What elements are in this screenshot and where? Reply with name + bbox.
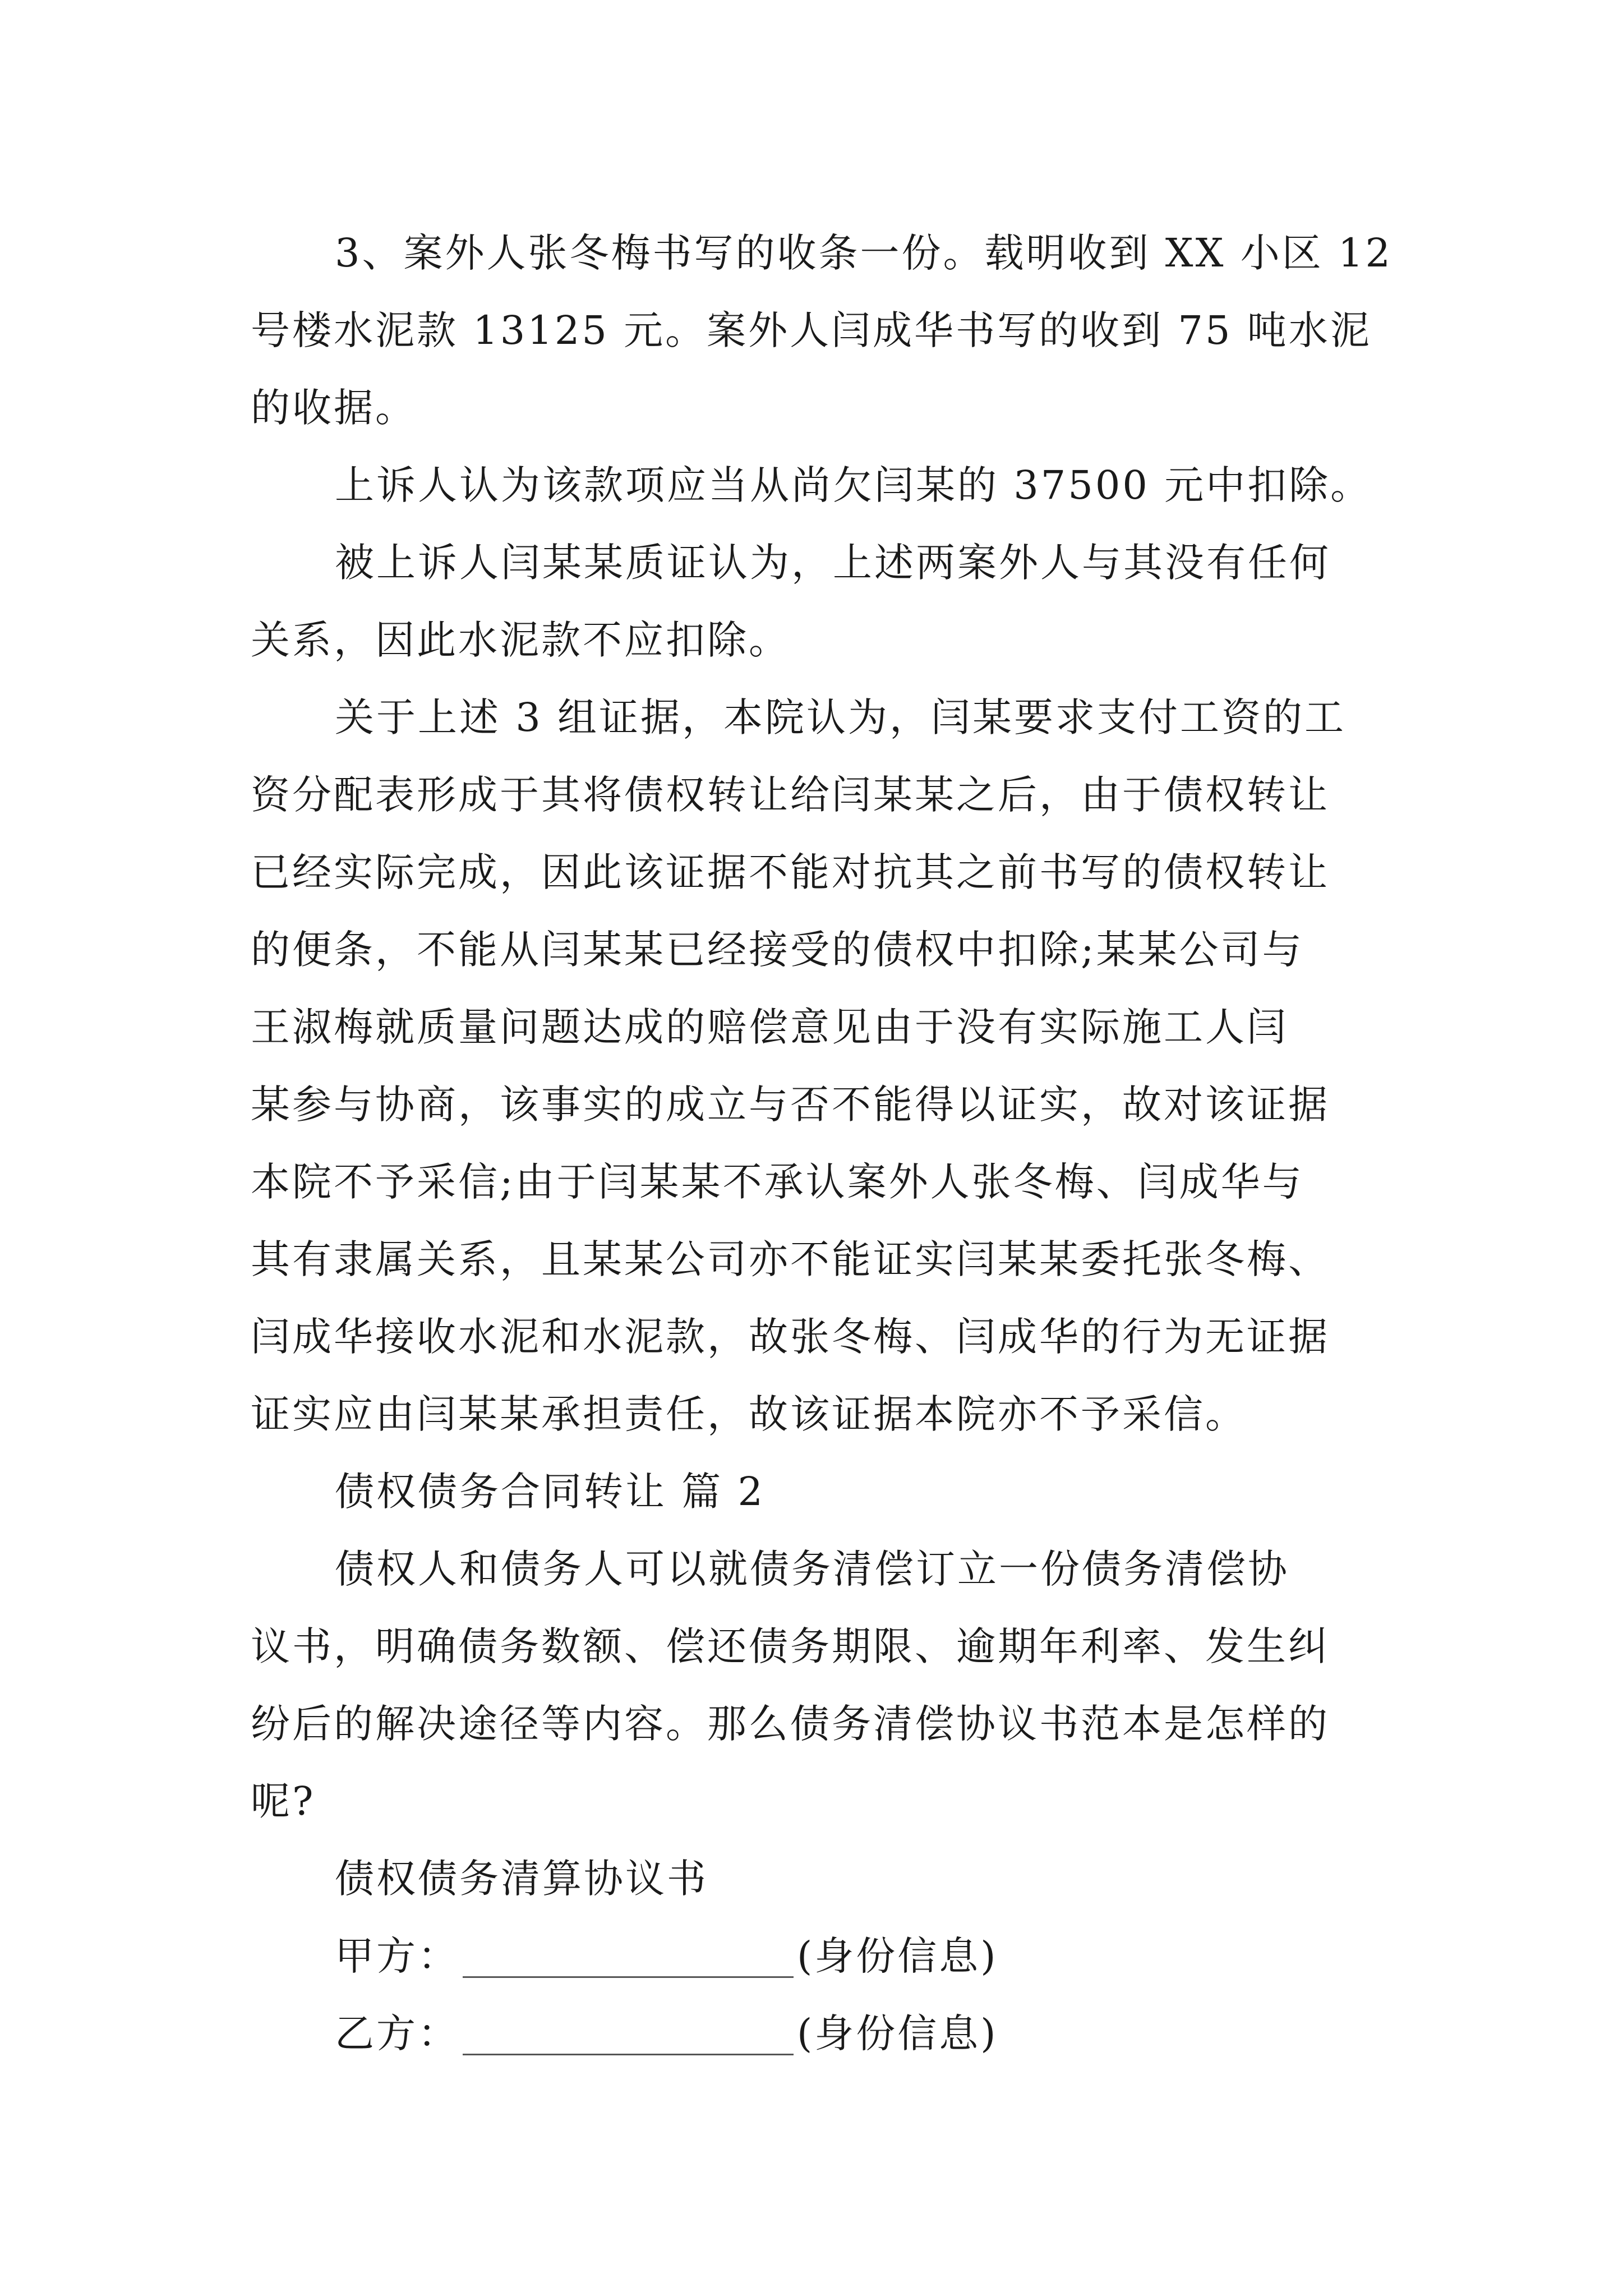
paragraph-line: 纷后的解决途径等内容。那么债务清偿协议书范本是怎样的 xyxy=(251,1701,1330,1747)
paragraph-line: 上诉人认为该款项应当从尚欠闫某的 37500 元中扣除。 xyxy=(335,462,1372,508)
party-a-blank xyxy=(463,1939,794,1978)
paragraph-line: 关于上述 3 组证据，本院认为，闫某要求支付工资的工 xyxy=(335,694,1347,740)
paragraph-line: 3、案外人张冬梅书写的收条一份。载明收到 XX 小区 12 xyxy=(335,230,1393,276)
paragraph-line: 关系，因此水泥款不应扣除。 xyxy=(251,617,790,663)
agreement-title: 债权债务清算协议书 xyxy=(335,1856,708,1902)
paragraph-line: 证实应由闫某某承担责任，故该证据本院亦不予采信。 xyxy=(251,1391,1247,1437)
party-b-label: 乙方： xyxy=(335,2010,459,2056)
party-b-suffix: (身份信息) xyxy=(797,2010,998,2056)
paragraph-line: 的收据。 xyxy=(251,385,417,431)
paragraph-line: 被上诉人闫某某质证认为，上述两案外人与其没有任何 xyxy=(335,540,1331,586)
party-a-suffix: (身份信息) xyxy=(797,1933,998,1979)
paragraph-line: 其有隶属关系，且某某公司亦不能证实闫某某委托张冬梅、 xyxy=(251,1236,1330,1282)
document-body xyxy=(251,214,1393,2072)
paragraph-line: 号楼水泥款 13125 元。案外人闫成华书写的收到 75 吨水泥 xyxy=(251,307,1372,353)
paragraph-line: 已经实际完成，因此该证据不能对抗其之前书写的债权转让 xyxy=(251,849,1330,895)
paragraph-line: 闫成华接收水泥和水泥款，故张冬梅、闫成华的行为无证据 xyxy=(251,1314,1330,1360)
party-a-row xyxy=(251,1917,1378,1995)
paragraph-line: 王淑梅就质量问题达成的赔偿意见由于没有实际施工人闫 xyxy=(251,1004,1288,1050)
section-heading: 债权债务合同转让 篇 2 xyxy=(335,1469,766,1515)
party-b-blank xyxy=(463,2017,794,2055)
paragraph-line: 债权人和债务人可以就债务清偿订立一份债务清偿协 xyxy=(335,1546,1289,1592)
paragraph-line: 资分配表形成于其将债权转让给闫某某之后，由于债权转让 xyxy=(251,772,1330,818)
party-b-row xyxy=(251,1995,1378,2072)
paragraph-line: 某参与协商，该事实的成立与否不能得以证实，故对该证据 xyxy=(251,1082,1330,1128)
paragraph-line: 议书，明确债务数额、偿还债务期限、逾期年利率、发生纠 xyxy=(251,1623,1330,1669)
paragraph-line: 呢? xyxy=(251,1778,316,1824)
party-a-label: 甲方： xyxy=(335,1933,459,1979)
paragraph-line: 的便条，不能从闫某某已经接受的债权中扣除;某某公司与 xyxy=(251,927,1304,973)
paragraph-line: 本院不予采信;由于闫某某不承认案外人张冬梅、闫成华与 xyxy=(251,1159,1304,1205)
